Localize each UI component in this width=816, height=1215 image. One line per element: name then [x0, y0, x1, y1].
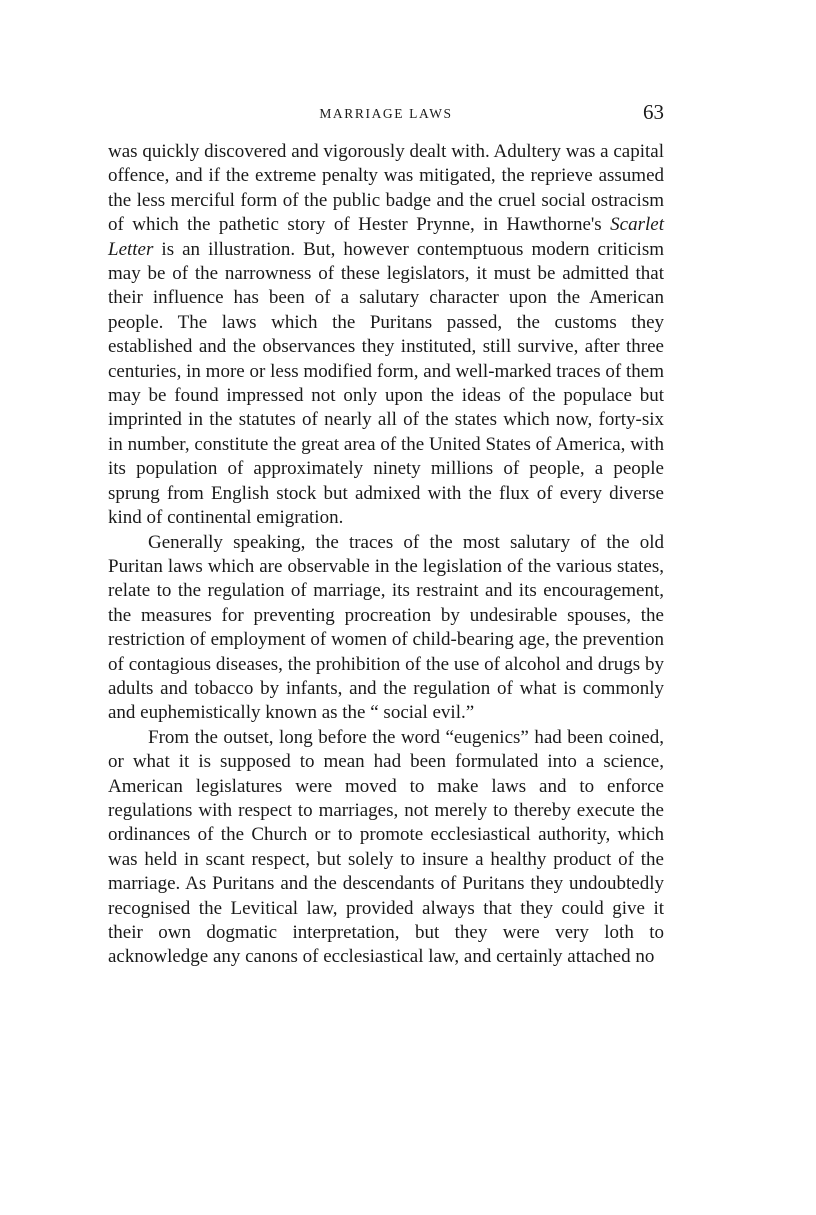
paragraph-1 — [108, 140, 664, 531]
page-number: 63 — [643, 100, 664, 124]
page-header — [108, 100, 664, 134]
paragraph-2: Generally speaking, the traces of the most salutary of the old Puritan laws which are observable in the legislation of the various states, relate to the regulation of marriage, its restraint and its encouragement, the measures for preventing procreation by undesirable spouses, the restriction of employment of women of child-bearing age, the prevention of contagious diseases, the prohibition of the use of alcohol and drugs by adults and tobacco by infants, and the regulation of what is commonly and euphemistically known as the “ social evil.” — [108, 531, 664, 724]
running-head: MARRIAGE LAWS — [319, 106, 453, 121]
body-text — [108, 140, 664, 970]
book-title-italic: Scarlet Letter — [108, 214, 664, 260]
paragraph-1-text-before: was quickly discovered and vigorously dealt with. Adultery was a capital offence, and if the extreme penalty was mitigated, the reprieve assumed the less merciful form of the public badge and the cruel social ostracism of which the pathetic story of Hester Prynne, in Hawthorne's — [108, 141, 664, 236]
paragraph-3: From the outset, long before the word “eugenics” had been coined, or what it is supposed to mean had been formulated into a science, American legislatures were moved to make laws and to enforce regulations with respect to marriages, not merely to thereby execute the ordinances of the Church or to promote ecclesiastical authority, which was held in scant respect, but solely to insure a healthy product of the marriage. As Puritans and the descendants of Puritans they undoubtedly recognised the Levitical law, provided always that they could give it their own dogmatic interpretation, but they were very loth to acknowledge any canons of ecclesiastical law, and certainly attached no — [108, 726, 664, 968]
paragraph-1-text-after: is an illustration. But, however contemptuous modern criticism may be of the narrowness of these legislators, it must be admitted that their influence has been of a salutary character upon the American people. The laws which the Puritans passed, the customs they established and the observances they instituted, still survive, after three centuries, in more or less modified form, and well-marked traces of them may be found impressed not only upon the ideas of the populace but imprinted in the statutes of nearly all of the states which now, forty-six in number, constitute the great area of the United States of America, with its population of approximately ninety millions of people, a people sprung from English stock but admixed with the flux of every diverse kind of continental emigration. — [108, 238, 664, 529]
